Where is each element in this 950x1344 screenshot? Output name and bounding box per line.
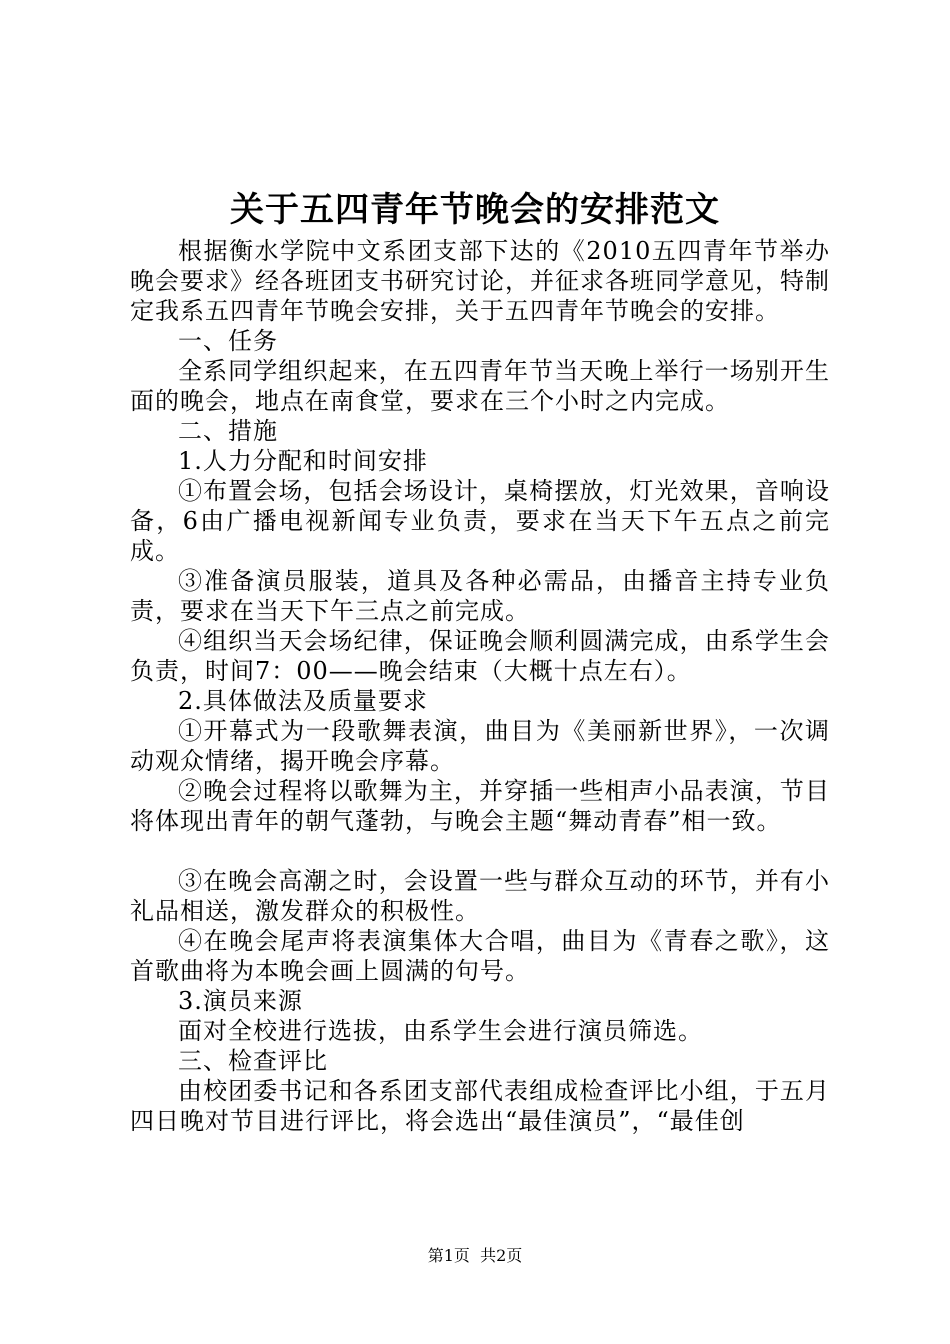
document-title: 关于五四青年节晚会的安排范文: [230, 190, 720, 230]
paragraph-item: ②晚会过程将以歌舞为主，并穿插一些相声小品表演，节目将体现出青年的朝气蓬勃，与晚会主题“舞动青春”相一致。: [130, 777, 830, 835]
paragraph-item: ①布置会场，包括会场设计，桌椅摆放，灯光效果，音响设备，6由广播电视新闻专业负责，要求在当天下午五点之前完成。: [130, 477, 830, 565]
paragraph-item: ④在晚会尾声将表演集体大合唱，曲目为《青春之歌》，这首歌曲将为本晚会画上圆满的句号。: [130, 927, 830, 985]
paragraph-review: 由校团委书记和各系团支部代表组成检查评比小组，于五月四日晚对节目进行评比，将会选出“最佳演员”，“最佳创: [130, 1077, 830, 1135]
section-heading-measures: 二、措施: [178, 417, 278, 445]
page-total: 共2页: [480, 1246, 523, 1265]
subheading-performers: 3.演员来源: [178, 987, 303, 1015]
blank-line: [130, 836, 830, 866]
paragraph-item: ③在晚会高潮之时，会设置一些与群众互动的环节，并有小礼品相送，激发群众的积极性。: [130, 867, 830, 925]
paragraph-item: ③准备演员服装，道具及各种必需品，由播音主持专业负责，要求在当天下午三点之前完成。: [130, 567, 830, 625]
footer-spacer: [470, 1246, 480, 1265]
paragraph-item: ①开幕式为一段歌舞表演，曲目为《美丽新世界》，一次调动观众情绪，揭开晚会序幕。: [130, 717, 830, 775]
paragraph-task: 全系同学组织起来，在五四青年节当天晚上举行一场别开生面的晚会，地点在南食堂，要求在三个小时之内完成。: [130, 357, 830, 415]
section-heading-task: 一、任务: [178, 327, 278, 355]
section-heading-review: 三、检查评比: [178, 1047, 328, 1075]
page-number: 第1页: [427, 1246, 470, 1265]
paragraph-performers: 面对全校进行选拔，由系学生会进行演员筛选。: [178, 1017, 703, 1045]
paragraph-item: ④组织当天会场纪律，保证晚会顺利圆满完成，由系学生会负责，时间7：00——晚会结束（大概十点左右）。: [130, 627, 830, 685]
paragraph-intro: 根据衡水学院中文系团支部下达的《2010五四青年节举办晚会要求》经各班团支书研究讨论，并征求各班同学意见，特制定我系五四青年节晚会安排，关于五四青年节晚会的安排。: [130, 237, 830, 325]
document-body: [130, 236, 830, 1136]
page-footer: [0, 1246, 950, 1266]
subheading-method: 2.具体做法及质量要求: [178, 687, 428, 715]
subheading-staffing: 1.人力分配和时间安排: [178, 447, 428, 475]
